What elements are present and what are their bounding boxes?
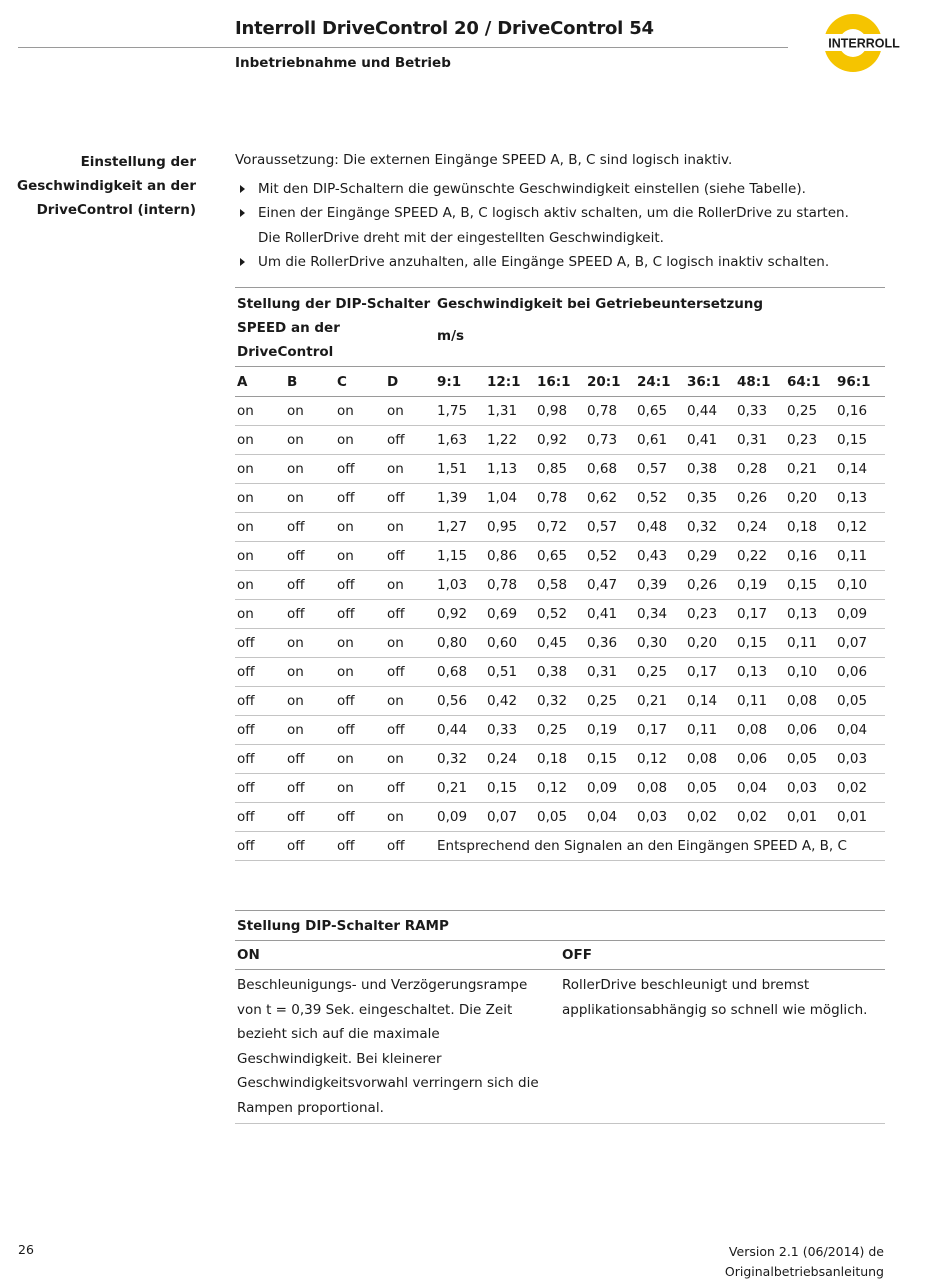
- table-row: [235, 484, 885, 513]
- instruction-item: Einen der Eingänge SPEED A, B, C logisch aktiv schalten, um die RollerDrive zu starten. Die RollerDrive dreht mit der eingestellten Geschwindigkeit.: [235, 201, 885, 250]
- table-cell: 0,36: [585, 629, 635, 658]
- table-cell: 0,17: [635, 716, 685, 745]
- table-cell: on: [385, 455, 435, 484]
- table-cell: 0,06: [785, 716, 835, 745]
- bullet-triangle-icon: [240, 258, 245, 266]
- table-cell: 0,08: [785, 687, 835, 716]
- table-cell: 0,05: [785, 745, 835, 774]
- table-cell: off: [235, 803, 285, 832]
- table-cell: 0,32: [685, 513, 735, 542]
- table-cell: off: [235, 716, 285, 745]
- table-row: [235, 687, 885, 716]
- table-cell: on: [235, 455, 285, 484]
- table-cell: on: [285, 484, 335, 513]
- table-cell: 0,08: [735, 716, 785, 745]
- table-cell: 0,58: [535, 571, 585, 600]
- section-heading-line: DriveControl (intern): [36, 202, 196, 218]
- table-cell: off: [285, 513, 335, 542]
- table-cell: on: [235, 571, 285, 600]
- table-cell: on: [235, 513, 285, 542]
- table-cell: 1,39: [435, 484, 485, 513]
- table-cell: 0,10: [835, 571, 885, 600]
- table-cell: off: [385, 716, 435, 745]
- table-cell: 0,11: [785, 629, 835, 658]
- table-cell: 0,60: [485, 629, 535, 658]
- table-cell: 0,24: [735, 513, 785, 542]
- table-cell: off: [385, 426, 435, 455]
- table-cell: on: [235, 542, 285, 571]
- table-header-row: [235, 288, 885, 367]
- table-cell: on: [335, 629, 385, 658]
- table-cell: 0,11: [835, 542, 885, 571]
- table-cell: 0,44: [435, 716, 485, 745]
- table-row: [235, 513, 885, 542]
- table-cell: 0,23: [785, 426, 835, 455]
- table-row: [235, 397, 885, 426]
- table-cell: 0,21: [435, 774, 485, 803]
- table-cell: off: [285, 571, 335, 600]
- table-cell: on: [235, 426, 285, 455]
- document-title: Interroll DriveControl 20 / DriveControl 54: [235, 18, 654, 39]
- table-cell: 0,68: [585, 455, 635, 484]
- table-cell: 0,14: [835, 455, 885, 484]
- table-cell: on: [285, 658, 335, 687]
- table-cell: 0,13: [835, 484, 885, 513]
- column-header: D: [385, 367, 435, 397]
- table-cell: 1,51: [435, 455, 485, 484]
- table-cell: 1,22: [485, 426, 535, 455]
- table-cell: 0,45: [535, 629, 585, 658]
- table-cell: off: [385, 832, 435, 861]
- table-cell: off: [285, 803, 335, 832]
- table-cell: 0,25: [585, 687, 635, 716]
- column-header-row: [235, 367, 885, 397]
- table-cell: 0,30: [635, 629, 685, 658]
- table-cell: 0,26: [735, 484, 785, 513]
- table-cell: 0,19: [585, 716, 635, 745]
- table-cell: 0,78: [485, 571, 535, 600]
- version-line: Version 2.1 (06/2014) de: [728, 1244, 884, 1259]
- section-heading-line: Einstellung der: [80, 154, 196, 170]
- table-cell: 0,17: [685, 658, 735, 687]
- table-cell: 0,02: [735, 803, 785, 832]
- table-cell: 0,11: [735, 687, 785, 716]
- logo-text: INTERROLL: [828, 36, 900, 51]
- table-row: [235, 745, 885, 774]
- table-cell: off: [335, 455, 385, 484]
- column-header: 12:1: [485, 367, 535, 397]
- table-row: [235, 455, 885, 484]
- table-cell: 0,32: [535, 687, 585, 716]
- table-cell: 0,32: [435, 745, 485, 774]
- table-cell: 0,38: [685, 455, 735, 484]
- table-cell: 0,18: [785, 513, 835, 542]
- table-cell: 0,39: [635, 571, 685, 600]
- table-cell: 0,01: [785, 803, 835, 832]
- section-heading-line: Geschwindigkeit an der: [16, 178, 196, 194]
- table-cell: on: [385, 629, 435, 658]
- table-cell: 0,10: [785, 658, 835, 687]
- table-cell: 0,06: [835, 658, 885, 687]
- table-cell: 0,34: [635, 600, 685, 629]
- table-cell: 0,13: [785, 600, 835, 629]
- instruction-list: [235, 177, 885, 275]
- table-cell: 0,35: [685, 484, 735, 513]
- ramp-title: Stellung DIP-Schalter RAMP: [235, 911, 885, 941]
- table-cell: 1,04: [485, 484, 535, 513]
- table-row: [235, 542, 885, 571]
- table-cell: 0,62: [585, 484, 635, 513]
- column-header: C: [335, 367, 385, 397]
- table-cell: off: [285, 542, 335, 571]
- table-cell: 0,12: [835, 513, 885, 542]
- table-cell: on: [285, 716, 335, 745]
- manual-type: Originalbetriebsanleitung: [724, 1264, 884, 1279]
- table-cell: 0,47: [585, 571, 635, 600]
- table-cell: 0,15: [485, 774, 535, 803]
- table-header-row: [235, 911, 885, 941]
- table-cell: 0,05: [835, 687, 885, 716]
- table-cell: 0,25: [785, 397, 835, 426]
- ramp-table: [235, 910, 885, 1124]
- table-cell: off: [335, 832, 385, 861]
- table-cell: 0,09: [435, 803, 485, 832]
- table-cell: 0,14: [685, 687, 735, 716]
- table-cell: off: [335, 687, 385, 716]
- table-cell: on: [335, 774, 385, 803]
- speed-table-body: [235, 397, 885, 861]
- table-cell: 0,38: [535, 658, 585, 687]
- table-cell: off: [335, 484, 385, 513]
- table-cell: 0,25: [535, 716, 585, 745]
- table-cell: 1,03: [435, 571, 485, 600]
- table-cell: 0,12: [535, 774, 585, 803]
- table-cell: on: [285, 687, 335, 716]
- table-cell: on: [285, 629, 335, 658]
- ramp-on-header: ON: [235, 941, 560, 970]
- table-cell: 0,33: [735, 397, 785, 426]
- table-row: [235, 600, 885, 629]
- table-cell: 0,21: [785, 455, 835, 484]
- bullet-triangle-icon: [240, 185, 245, 193]
- table-row: [235, 571, 885, 600]
- table-cell: 0,15: [835, 426, 885, 455]
- table-cell: 0,65: [635, 397, 685, 426]
- table-cell: 0,16: [785, 542, 835, 571]
- table-cell: on: [385, 803, 435, 832]
- table-cell: 0,15: [785, 571, 835, 600]
- table-cell: 0,25: [635, 658, 685, 687]
- table-cell: on: [385, 745, 435, 774]
- table-cell: on: [385, 687, 435, 716]
- table-cell: on: [385, 571, 435, 600]
- table-cell: 0,33: [485, 716, 535, 745]
- table-cell: off: [285, 774, 335, 803]
- instruction-continuation: Die RollerDrive dreht mit der eingestellten Geschwindigkeit.: [258, 229, 664, 246]
- table-cell: off: [235, 745, 285, 774]
- bullet-triangle-icon: [240, 209, 245, 217]
- ramp-off-description: RollerDrive beschleunigt und bremst applikationsabhängig so schnell wie möglich.: [560, 970, 885, 1124]
- table-cell: 0,43: [635, 542, 685, 571]
- table-cell: 0,20: [785, 484, 835, 513]
- table-cell: off: [285, 832, 335, 861]
- table-cell: 0,09: [585, 774, 635, 803]
- column-header: 9:1: [435, 367, 485, 397]
- table-row: [235, 803, 885, 832]
- table-cell: on: [385, 397, 435, 426]
- table-cell: 0,03: [835, 745, 885, 774]
- table-row: [235, 658, 885, 687]
- table-cell: 0,85: [535, 455, 585, 484]
- page-number: 26: [18, 1242, 34, 1257]
- table-cell: 0,02: [835, 774, 885, 803]
- table-cell: 0,48: [635, 513, 685, 542]
- table-cell: 0,03: [785, 774, 835, 803]
- column-header: 20:1: [585, 367, 635, 397]
- table-cell: 0,86: [485, 542, 535, 571]
- table-cell: 0,03: [635, 803, 685, 832]
- instructions: [235, 148, 885, 275]
- column-header: A: [235, 367, 285, 397]
- table-cell: 0,41: [685, 426, 735, 455]
- table-cell: 0,07: [485, 803, 535, 832]
- table-cell: 0,05: [685, 774, 735, 803]
- column-header: 64:1: [785, 367, 835, 397]
- table-cell: 0,15: [735, 629, 785, 658]
- table-cell: 0,12: [635, 745, 685, 774]
- table-cell: off: [235, 658, 285, 687]
- table-cell: 1,31: [485, 397, 535, 426]
- column-header: 16:1: [535, 367, 585, 397]
- table-cell: 1,63: [435, 426, 485, 455]
- table-cell: on: [335, 542, 385, 571]
- table-cell: 0,26: [685, 571, 735, 600]
- table-cell: off: [335, 600, 385, 629]
- table-cell: on: [235, 397, 285, 426]
- chapter-subtitle: Inbetriebnahme und Betrieb: [235, 55, 451, 71]
- table-cell: 0,92: [535, 426, 585, 455]
- table-cell: on: [335, 745, 385, 774]
- table-cell: 0,78: [535, 484, 585, 513]
- table-cell: 0,13: [735, 658, 785, 687]
- column-header: 96:1: [835, 367, 885, 397]
- table-cell: off: [335, 571, 385, 600]
- table-row: [235, 716, 885, 745]
- version-info: [725, 1242, 884, 1282]
- table-cell: 0,31: [735, 426, 785, 455]
- table-cell: off: [285, 745, 335, 774]
- table-cell: 0,11: [685, 716, 735, 745]
- table-cell: 0,04: [735, 774, 785, 803]
- table-cell: 0,92: [435, 600, 485, 629]
- table-header-row: [235, 941, 885, 970]
- table-cell: on: [335, 426, 385, 455]
- table-cell: 0,61: [635, 426, 685, 455]
- table-cell: 0,24: [485, 745, 535, 774]
- table-cell: on: [285, 426, 335, 455]
- table-cell: off: [385, 542, 435, 571]
- precondition-text: Voraussetzung: Die externen Eingänge SPEED A, B, C sind logisch inaktiv.: [235, 152, 733, 168]
- unit-label: m/s: [437, 328, 465, 344]
- ramp-on-description: Beschleunigungs- und Verzögerungsrampe von t = 0,39 Sek. eingeschaltet. Die Zeit bezieht sich auf die maximale Geschwindigkeit. Bei kleinerer Geschwindigkeitsvorwahl verringern sich die Rampen proportional.: [235, 970, 560, 1124]
- table-cell: 0,17: [735, 600, 785, 629]
- table-cell: 0,02: [685, 803, 735, 832]
- column-header: 48:1: [735, 367, 785, 397]
- header-divider: [18, 47, 788, 48]
- table-cell: 0,20: [685, 629, 735, 658]
- table-row: [235, 774, 885, 803]
- table-cell: 0,01: [835, 803, 885, 832]
- speed-table: [235, 287, 885, 861]
- column-header: B: [285, 367, 335, 397]
- table-cell: off: [385, 774, 435, 803]
- table-cell: on: [385, 513, 435, 542]
- table-cell: 0,04: [835, 716, 885, 745]
- table-cell: 0,28: [735, 455, 785, 484]
- speed-header: Geschwindigkeit bei Getriebeuntersetzung m/s: [435, 288, 885, 367]
- table-cell: 0,21: [635, 687, 685, 716]
- table-cell: on: [335, 397, 385, 426]
- table-cell: off: [235, 774, 285, 803]
- dip-switch-header: Stellung der DIP-Schalter SPEED an der DriveControl: [237, 296, 431, 360]
- table-cell: 0,15: [585, 745, 635, 774]
- table-cell: 0,68: [435, 658, 485, 687]
- table-cell: 0,80: [435, 629, 485, 658]
- table-cell: 1,27: [435, 513, 485, 542]
- column-header: 36:1: [685, 367, 735, 397]
- table-cell: 0,44: [685, 397, 735, 426]
- table-cell: 0,08: [635, 774, 685, 803]
- table-cell: 0,56: [435, 687, 485, 716]
- table-row: [235, 426, 885, 455]
- table-cell: 0,31: [585, 658, 635, 687]
- table-cell: 0,57: [635, 455, 685, 484]
- table-cell: 1,13: [485, 455, 535, 484]
- table-cell: 0,52: [585, 542, 635, 571]
- table-cell: off: [385, 658, 435, 687]
- table-cell: off: [385, 484, 435, 513]
- table-cell: 0,09: [835, 600, 885, 629]
- table-cell: 0,19: [735, 571, 785, 600]
- table-cell: 0,69: [485, 600, 535, 629]
- table-cell: 0,98: [535, 397, 585, 426]
- table-cell: 0,06: [735, 745, 785, 774]
- external-signal-note: Entsprechend den Signalen an den Eingängen SPEED A, B, C: [435, 832, 885, 861]
- table-cell: 0,52: [635, 484, 685, 513]
- table-cell: off: [235, 629, 285, 658]
- table-cell: off: [335, 716, 385, 745]
- table-cell: 0,73: [585, 426, 635, 455]
- table-cell: 0,51: [485, 658, 535, 687]
- table-cell: on: [285, 455, 335, 484]
- table-cell: 1,75: [435, 397, 485, 426]
- table-cell: on: [285, 397, 335, 426]
- table-cell: 0,08: [685, 745, 735, 774]
- table-cell: 0,52: [535, 600, 585, 629]
- table-cell: 1,15: [435, 542, 485, 571]
- table-cell: 0,78: [585, 397, 635, 426]
- table-cell: off: [285, 600, 335, 629]
- table-row: [235, 970, 885, 1124]
- table-row: [235, 629, 885, 658]
- table-cell: 0,72: [535, 513, 585, 542]
- table-row: [235, 832, 885, 861]
- table-cell: 0,04: [585, 803, 635, 832]
- table-cell: off: [335, 803, 385, 832]
- table-cell: 0,29: [685, 542, 735, 571]
- table-cell: 0,23: [685, 600, 735, 629]
- table-cell: 0,41: [585, 600, 635, 629]
- table-cell: off: [235, 832, 285, 861]
- table-cell: 0,07: [835, 629, 885, 658]
- table-cell: off: [235, 687, 285, 716]
- table-cell: on: [335, 658, 385, 687]
- table-cell: 0,22: [735, 542, 785, 571]
- interroll-logo: [818, 12, 910, 74]
- table-cell: on: [235, 600, 285, 629]
- section-heading: [0, 150, 196, 222]
- table-cell: 0,18: [535, 745, 585, 774]
- table-cell: 0,95: [485, 513, 535, 542]
- instruction-item: Um die RollerDrive anzuhalten, alle Eingänge SPEED A, B, C logisch inaktiv schalten.: [235, 250, 885, 275]
- table-cell: off: [385, 600, 435, 629]
- ramp-off-header: OFF: [560, 941, 885, 970]
- table-cell: 0,05: [535, 803, 585, 832]
- table-cell: 0,65: [535, 542, 585, 571]
- table-cell: 0,42: [485, 687, 535, 716]
- table-cell: 0,16: [835, 397, 885, 426]
- table-cell: 0,57: [585, 513, 635, 542]
- table-cell: on: [235, 484, 285, 513]
- column-header: 24:1: [635, 367, 685, 397]
- instruction-item: Mit den DIP-Schaltern die gewünschte Geschwindigkeit einstellen (siehe Tabelle).: [235, 177, 885, 202]
- table-cell: on: [335, 513, 385, 542]
